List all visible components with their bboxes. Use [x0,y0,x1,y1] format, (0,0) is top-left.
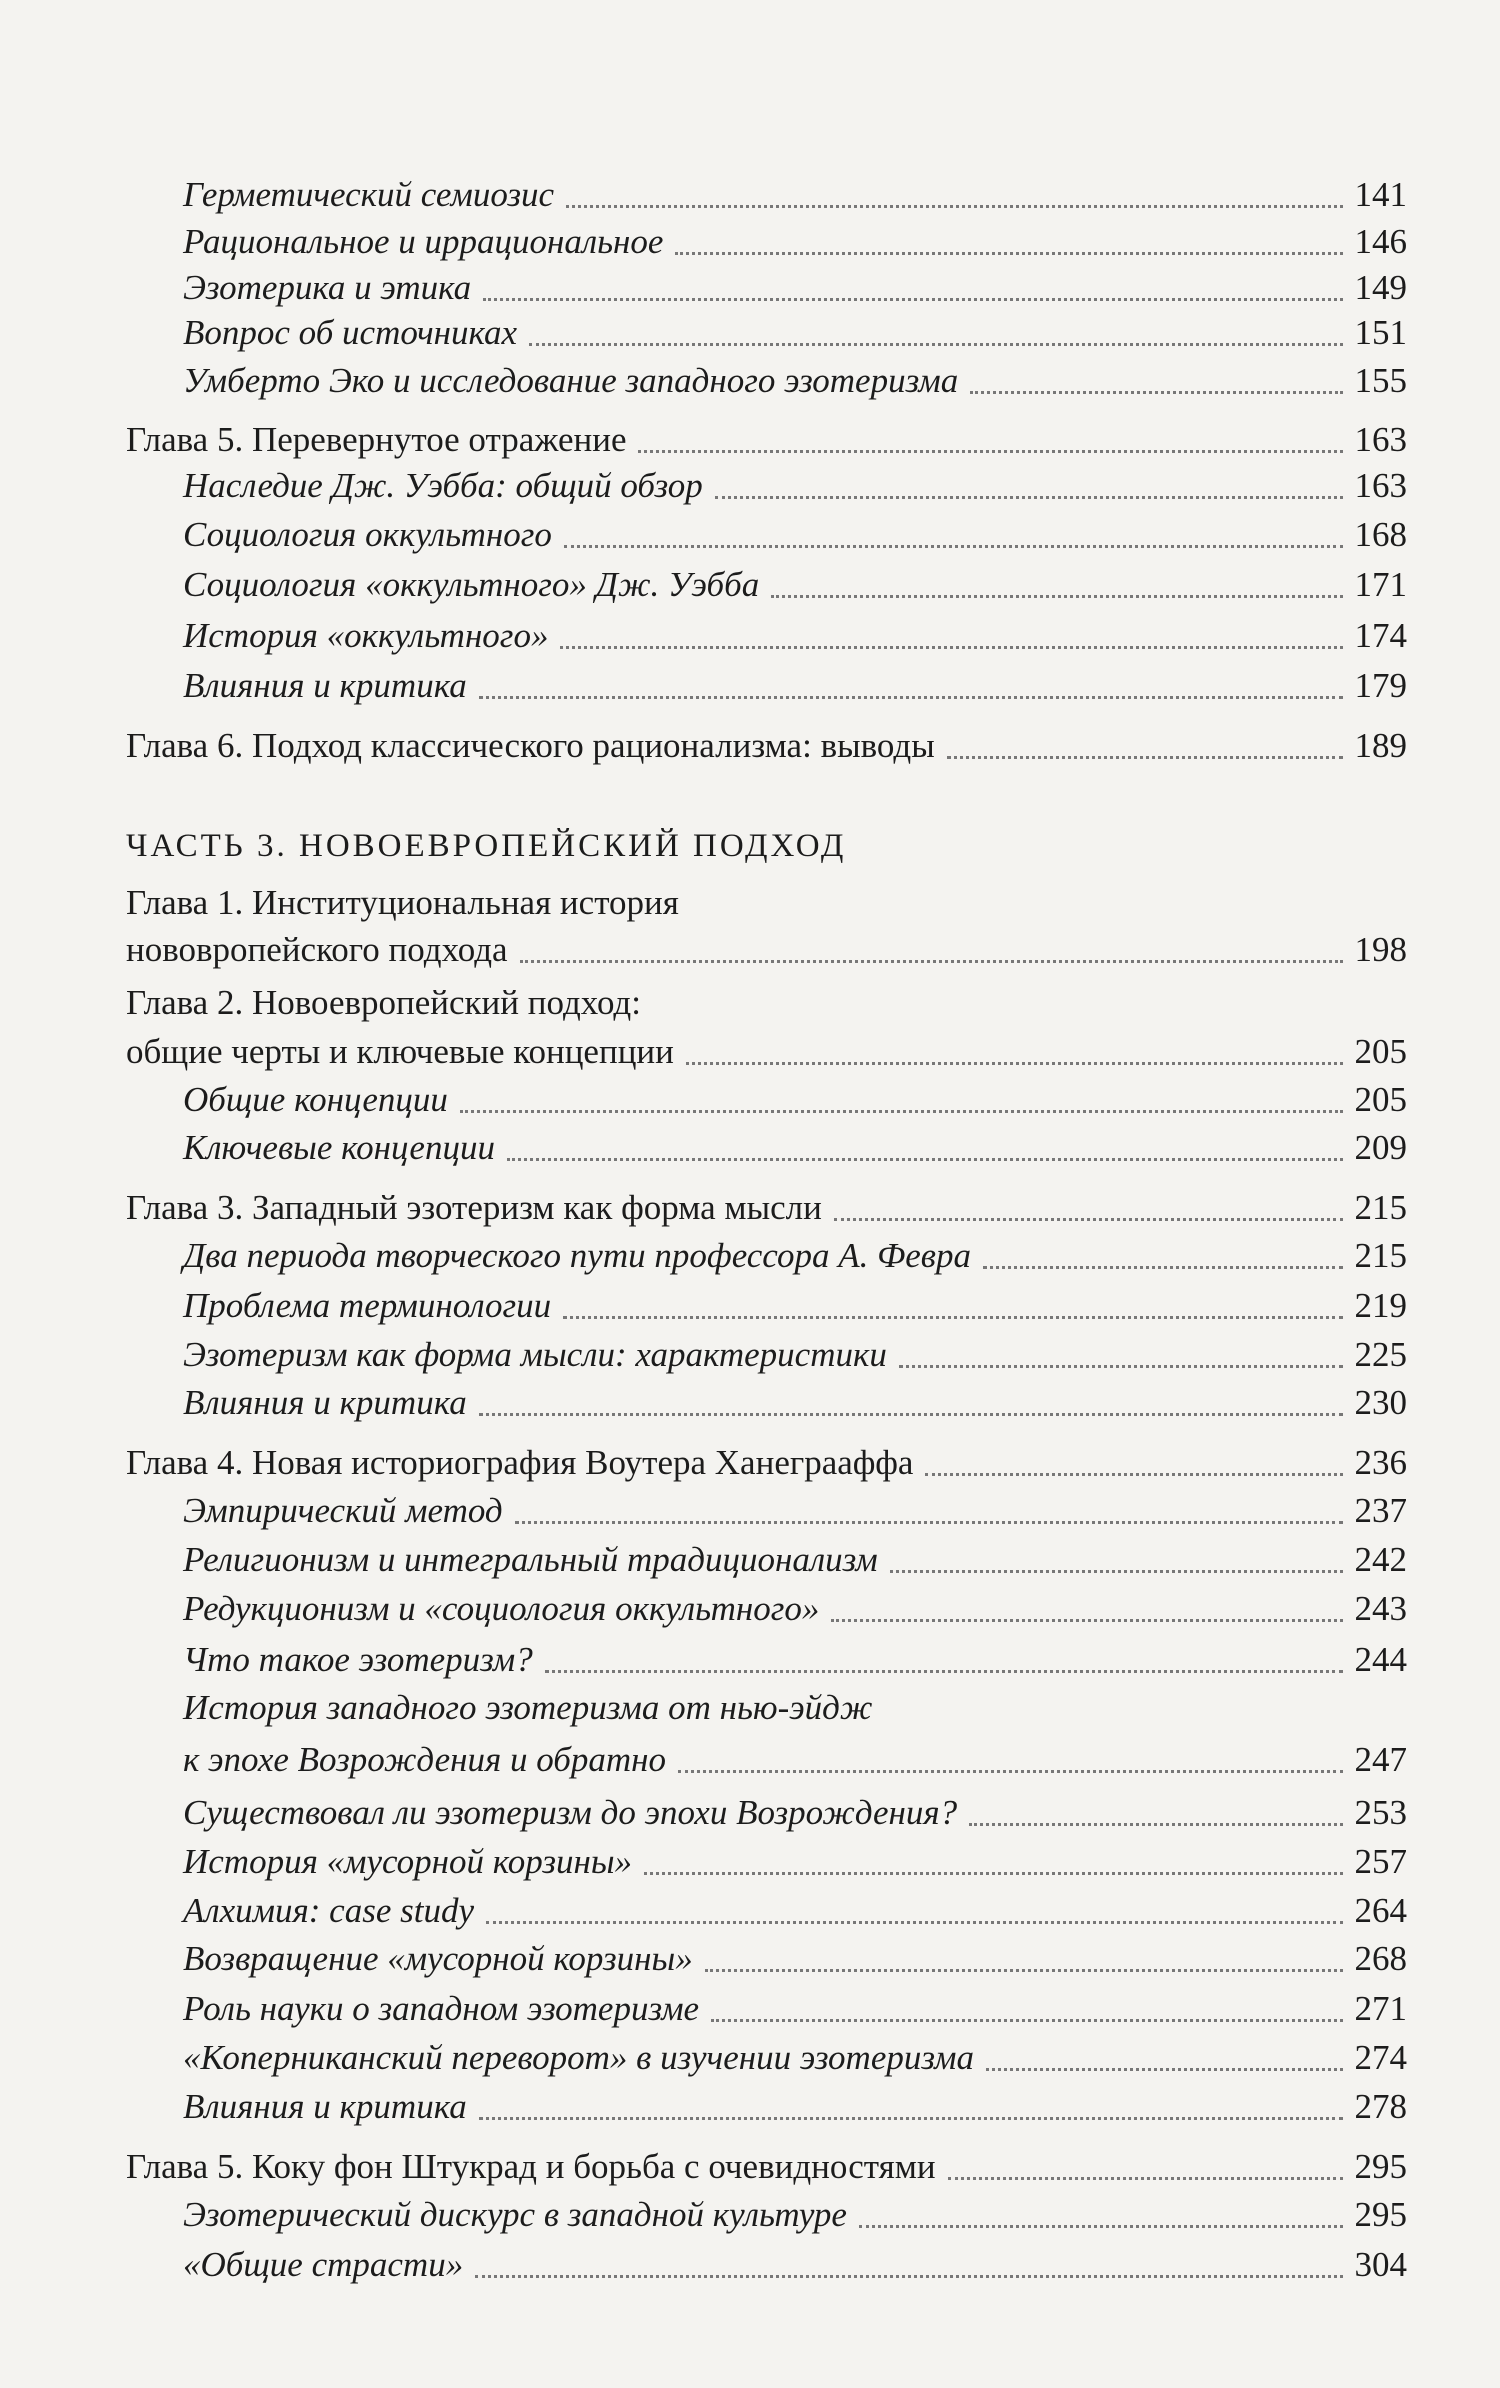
entry-title: Религионизм и интегральный традиционализм [183,1540,878,1579]
entry-title: Глава 5. Перевернутое отражение [126,420,627,459]
page-number: 163 [1354,466,1407,505]
dot-leader [545,1670,1343,1673]
entry-title: Эзотерика и этика [183,268,472,307]
page-number: 274 [1354,2038,1407,2077]
entry-title: Влияния и критика [183,2087,467,2126]
dot-leader [675,252,1343,255]
dot-leader [479,2117,1343,2120]
dot-leader [711,2019,1343,2022]
dot-leader [983,1266,1343,1269]
entry-title: Общие концепции [183,1080,448,1119]
entry-title: Глава 2. Новоевропейский подход: [126,983,641,1022]
page-number: 244 [1354,1640,1407,1679]
page-number: 243 [1354,1589,1407,1628]
dot-leader [834,1218,1343,1221]
entry-title: Проблема терминологии [183,1286,552,1325]
entry-title: Возвращение «мусорной корзины» [183,1939,693,1978]
page-number: 189 [1354,726,1407,765]
page-number: 230 [1354,1383,1407,1422]
page-number: 171 [1354,565,1407,604]
dot-leader [515,1521,1343,1524]
dot-leader [566,205,1343,208]
dot-leader [520,960,1343,963]
page-number: 215 [1354,1188,1407,1227]
page-number: 205 [1354,1080,1407,1119]
entry-title: Герметический семиозис [183,175,555,214]
page-number: 141 [1354,175,1407,214]
page-number: 155 [1354,361,1407,400]
entry-title: Роль науки о западном эзотеризме [183,1989,700,2028]
page-number: 247 [1354,1740,1407,1779]
dot-leader [771,595,1343,598]
dot-leader [486,1921,1343,1924]
page-number: 215 [1354,1236,1407,1275]
dot-leader [715,496,1343,499]
entry-title: общие черты и ключевые концепции [126,1032,674,1071]
dot-leader [479,696,1343,699]
entry-title: Глава 4. Новая историография Воутера Ханеграаффа [126,1443,914,1482]
entry-title: Существовал ли эзотеризм до эпохи Возрождения? [183,1793,958,1832]
entry-title: Наследие Дж. Уэбба: общий обзор [183,466,703,505]
dot-leader [686,1062,1343,1065]
dot-leader [925,1473,1343,1476]
dot-leader [638,450,1343,453]
page-number: 257 [1354,1842,1407,1881]
entry-title: Глава 5. Коку фон Штукрад и борьба с очевидностями [126,2147,936,2186]
entry-title: Рациональное и иррациональное [183,222,664,261]
dot-leader [970,391,1343,394]
page-number: 198 [1354,930,1407,969]
page-number: 168 [1354,515,1407,554]
page-number: 205 [1354,1032,1407,1071]
dot-leader [560,646,1343,649]
dot-leader [705,1969,1343,1972]
entry-title: к эпохе Возрождения и обратно [183,1740,667,1779]
entry-title: Что такое эзотеризм? [183,1640,533,1679]
dot-leader [831,1619,1343,1622]
entry-title: Эзотерический дискурс в западной культуре [183,2195,847,2234]
dot-leader [475,2275,1343,2278]
page-number: 268 [1354,1939,1407,1978]
dot-leader [483,298,1343,301]
entry-title: Влияния и критика [183,1383,467,1422]
entry-title: История западного эзотеризма от нью-эйдж [183,1688,873,1727]
dot-leader [986,2068,1343,2071]
entry-title: Эмпирический метод [183,1491,503,1530]
page-number: 236 [1354,1443,1407,1482]
page-number: 295 [1354,2147,1407,2186]
entry-title: Ключевые концепции [183,1128,495,1167]
page-number: 295 [1354,2195,1407,2234]
entry-title: Редукционизм и «социология оккультного» [183,1589,820,1628]
dot-leader [563,1316,1343,1319]
dot-leader [899,1365,1343,1368]
page-number: 163 [1354,420,1407,459]
entry-title: Социология «оккультного» Дж. Уэбба [183,565,760,604]
dot-leader [859,2225,1343,2228]
dot-leader [507,1158,1343,1161]
entry-title: Социология оккультного [183,515,552,554]
dot-leader [644,1872,1343,1875]
dot-leader [564,545,1343,548]
page-number: 242 [1354,1540,1407,1579]
entry-title: Алхимия: case study [183,1891,475,1930]
dot-leader [460,1110,1343,1113]
page-number: 278 [1354,2087,1407,2126]
entry-title: ЧАСТЬ 3. НОВОЕВРОПЕЙСКИЙ ПОДХОД [126,828,847,864]
page-number: 225 [1354,1335,1407,1374]
dot-leader [969,1823,1343,1826]
page-number: 149 [1354,268,1407,307]
page-number: 253 [1354,1793,1407,1832]
entry-title: Вопрос об источниках [183,313,518,352]
page-number: 237 [1354,1491,1407,1530]
entry-title: нововропейского подхода [126,930,508,969]
dot-leader [529,343,1343,346]
entry-title: Влияния и критика [183,666,467,705]
entry-title: Умберто Эко и исследование западного эзотеризма [183,361,959,400]
page-number: 304 [1354,2245,1407,2284]
entry-title: Глава 1. Институциональная история [126,883,679,922]
page-number: 271 [1354,1989,1407,2028]
dot-leader [947,756,1343,759]
entry-title: Глава 6. Подход классического рационализма: выводы [126,726,935,765]
page-number: 264 [1354,1891,1407,1930]
page-number: 146 [1354,222,1407,261]
dot-leader [890,1570,1343,1573]
entry-title: Эзотеризм как форма мысли: характеристики [183,1335,887,1374]
page-number: 174 [1354,616,1407,655]
page-number: 151 [1354,313,1407,352]
dot-leader [479,1413,1343,1416]
page-number: 209 [1354,1128,1407,1167]
entry-title: Два периода творческого пути профессора А. Февра [183,1236,971,1275]
entry-title: История «оккультного» [183,616,549,655]
entry-title: История «мусорной корзины» [183,1842,633,1881]
entry-title: Глава 3. Западный эзотеризм как форма мысли [126,1188,822,1227]
entry-title: «Коперниканский переворот» в изучении эзотеризма [183,2038,974,2077]
page-number: 179 [1354,666,1407,705]
page-number: 219 [1354,1286,1407,1325]
dot-leader [678,1770,1343,1773]
dot-leader [948,2177,1343,2180]
entry-title: «Общие страсти» [183,2245,464,2284]
